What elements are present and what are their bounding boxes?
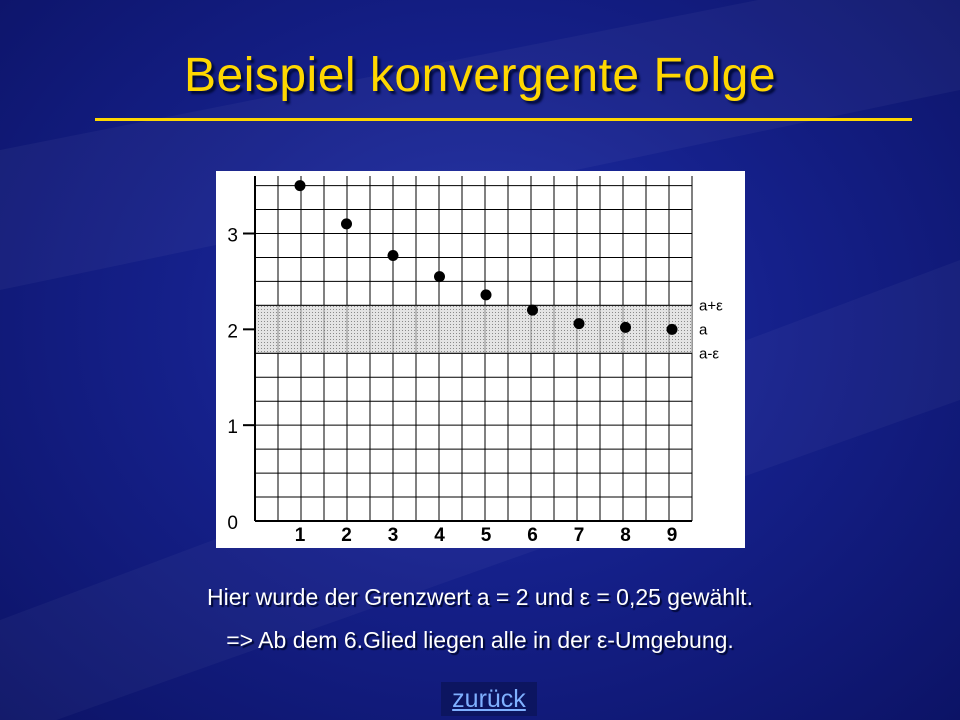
data-point [388, 250, 399, 261]
data-point [574, 318, 585, 329]
data-point [295, 180, 306, 191]
title-underline [95, 118, 912, 121]
x-tick-label: 3 [387, 525, 399, 546]
x-tick-label: 8 [620, 525, 631, 546]
x-tick-label: 2 [341, 525, 352, 546]
data-point [620, 322, 631, 333]
data-point [434, 271, 445, 282]
y-tick-label: 1 [227, 417, 238, 439]
data-point [667, 324, 678, 335]
x-tick-label: 1 [294, 525, 306, 546]
y-tick-label: 3 [227, 225, 238, 247]
band-label: a+ε [699, 297, 723, 315]
back-link[interactable]: zurück [441, 682, 537, 716]
chart-svg [216, 171, 745, 548]
band-label: a [699, 321, 708, 339]
slide-title: Beispiel konvergente Folge [183, 49, 777, 102]
data-point [341, 218, 352, 229]
y-tick-label: 2 [227, 321, 238, 343]
chart-labels [227, 226, 723, 547]
caption-line-1: Hier wurde der Grenzwert a = 2 und ε = 0,25 gewählt. [207, 584, 753, 610]
x-tick-label: 4 [434, 525, 445, 546]
data-point [481, 289, 492, 300]
data-point [527, 305, 538, 316]
x-tick-label: 5 [480, 525, 492, 546]
sequence-chart [216, 171, 745, 548]
x-tick-label: 6 [527, 525, 538, 546]
band-label: a-ε [699, 345, 720, 363]
x-tick-label: 7 [573, 525, 585, 546]
x-tick-label: 9 [666, 525, 678, 546]
caption-line-2: => Ab dem 6.Glied liegen alle in der ε-Umgebung. [226, 627, 734, 653]
y-tick-label: 0 [227, 513, 238, 534]
